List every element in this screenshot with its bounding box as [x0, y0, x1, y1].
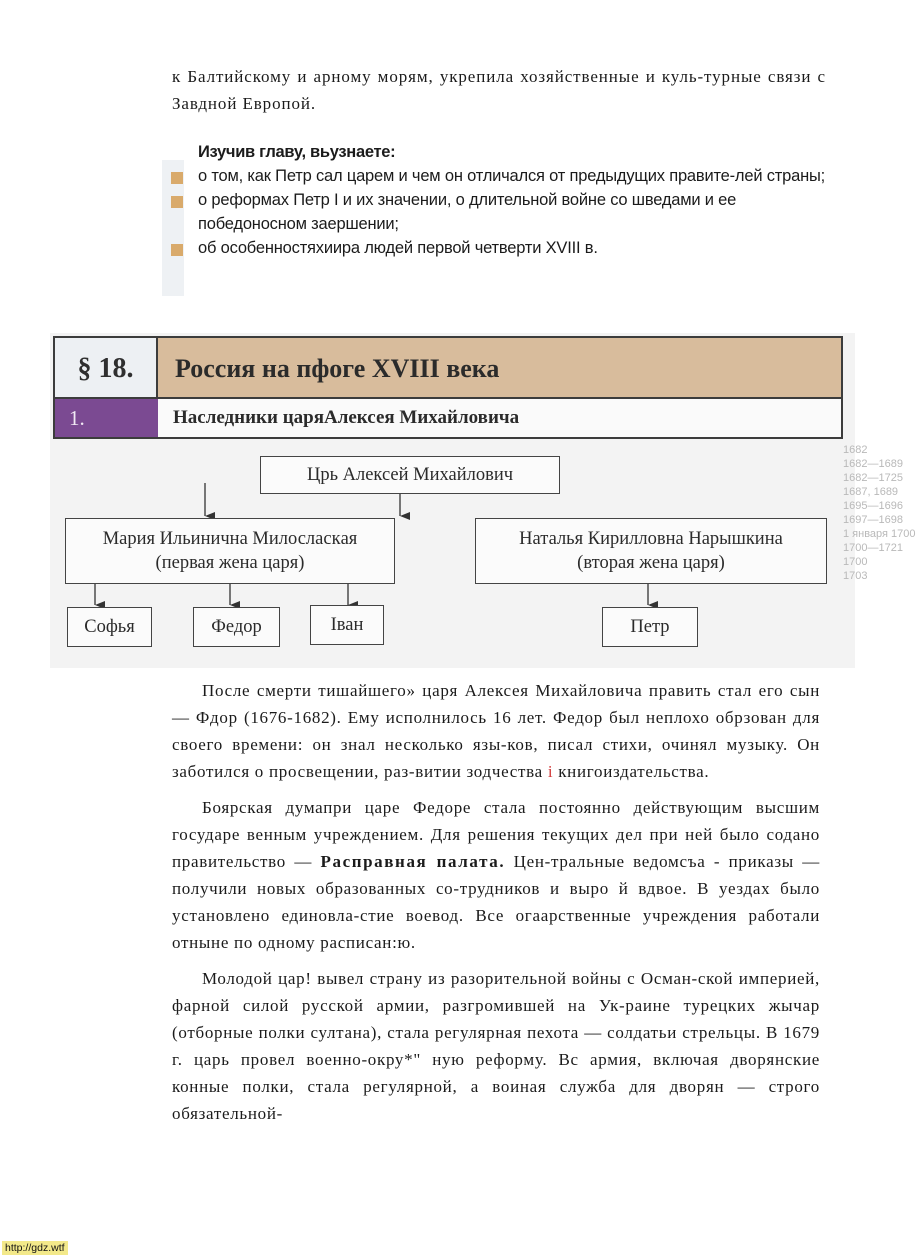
child-name: Iван [330, 615, 364, 635]
paragraph-2 [172, 794, 820, 956]
section-title: Россия на пфоге XVIII века [158, 338, 841, 399]
paragraph-1 [172, 677, 820, 785]
box-tsar [260, 456, 560, 494]
box-wife-2 [475, 518, 827, 584]
learn-box [168, 140, 828, 260]
section-number: § 18. [55, 338, 158, 399]
learn-item [168, 236, 828, 260]
box-child [67, 607, 152, 647]
paragraph-3: Молодой цар! вывел страну из разорительной войны с Осман-ской империей, фарной силой русской армии, разгромившей на Ук-раине турецких жычар (отборные полки султана), стала регулярная пехота — солдатьи стрельцы. В 1679 г. царь провел военно-окру*" ную реформу. Вс армия, включая дворянские конные полки, стала регулярной, а воиная служба для дворян — строго обязательной- [172, 969, 820, 1123]
ghost-line: 1682—1725 [843, 472, 903, 484]
learn-box-title: Изучив главу, вьузнаете: [198, 143, 396, 161]
p1-text-end: книгоиздательства. [553, 762, 710, 781]
square-bullet-icon [171, 196, 183, 208]
source-link[interactable]: http://gdz.wtf [2, 1241, 68, 1255]
learn-item [168, 188, 828, 236]
ghost-line: 1687, 1689 [843, 486, 899, 498]
square-bullet-icon [171, 244, 183, 256]
box-child [193, 607, 280, 647]
subsection-title: Наследники царяАлексея Михайловича [158, 399, 841, 437]
subsection-number: 1. [55, 399, 158, 437]
box-child [602, 607, 698, 647]
learn-item [168, 164, 828, 188]
tsar-name: Црь Алексей Михайлович [306, 465, 514, 485]
box-wife-1 [65, 518, 395, 584]
p1-red-letter: i [547, 762, 554, 781]
ghost-line: 1682—1689 [843, 458, 903, 470]
family-scheme [50, 333, 916, 668]
scheme-arrows [50, 333, 855, 668]
box-child [310, 605, 384, 645]
wife1-name: Мария Ильинична Милосласкaя [102, 529, 358, 549]
ghost-line: 1682 [843, 444, 868, 456]
ghost-line: 1697—1698 [843, 514, 903, 526]
ghost-line: 1700 [843, 556, 868, 568]
term-raspravnaya-palata: Расправная палата. [320, 852, 506, 871]
ghost-line: 1703 [843, 570, 868, 582]
learn-item-text: о том, как Петр сал царем и чем он отличался от предыдущих правите-лей страны; [198, 167, 826, 185]
learn-item-text: о реформах Петр I и их значении, о длительной войне со шведами и ее победоносном заершении; [198, 191, 737, 233]
child-name: Федор [211, 617, 262, 637]
wife2-role: (вторая жена царя) [577, 553, 725, 573]
body-text [172, 677, 820, 1136]
wife2-name: Наталья Кирилловна Нарышкина [519, 529, 783, 549]
p1-text: После смерти тишайшего» царя Алексея Михайловича править стал его сын — Фдор (1676-1682). Ему исполнилось 16 лет. Федор был неплохо обрзован для своего времени: он знал несколько язы-ков, писал стихи, очинял музыку. Он заботился о просвещении, раз-витии зодчества [172, 681, 820, 781]
ghost-line: 1695—1696 [843, 500, 903, 512]
p2-text: Боярская думапри царе Федоре стала постоянно действующим высшим государе венным учреждением. Для решения текущих дел при ней было содано правительство — [172, 798, 820, 871]
intro-paragraph: к Балтийскому и арному морям, укрепила хозяйственные и куль-турные связи с Завдной Европой. [172, 67, 826, 113]
child-name: Софья [84, 617, 135, 637]
ghost-line: 1 января 1700 [843, 528, 916, 540]
child-name: Петр [630, 617, 670, 637]
wife1-role: (первая жена царя) [155, 553, 305, 573]
square-bullet-icon [171, 172, 183, 184]
ghost-line: 1700—1721 [843, 542, 903, 554]
learn-item-text: об особенностяхиира людей первой четверти XVIII в. [198, 239, 598, 257]
p2-text-end: Цен-тральные ведомсъа - приказы — получили новых образованных со-трудников и выро й вдвое. В уездах было установлено единовла-стие воевод. Все огаарственные учреждения работали отныне по одному расписан:ю. [172, 852, 820, 952]
